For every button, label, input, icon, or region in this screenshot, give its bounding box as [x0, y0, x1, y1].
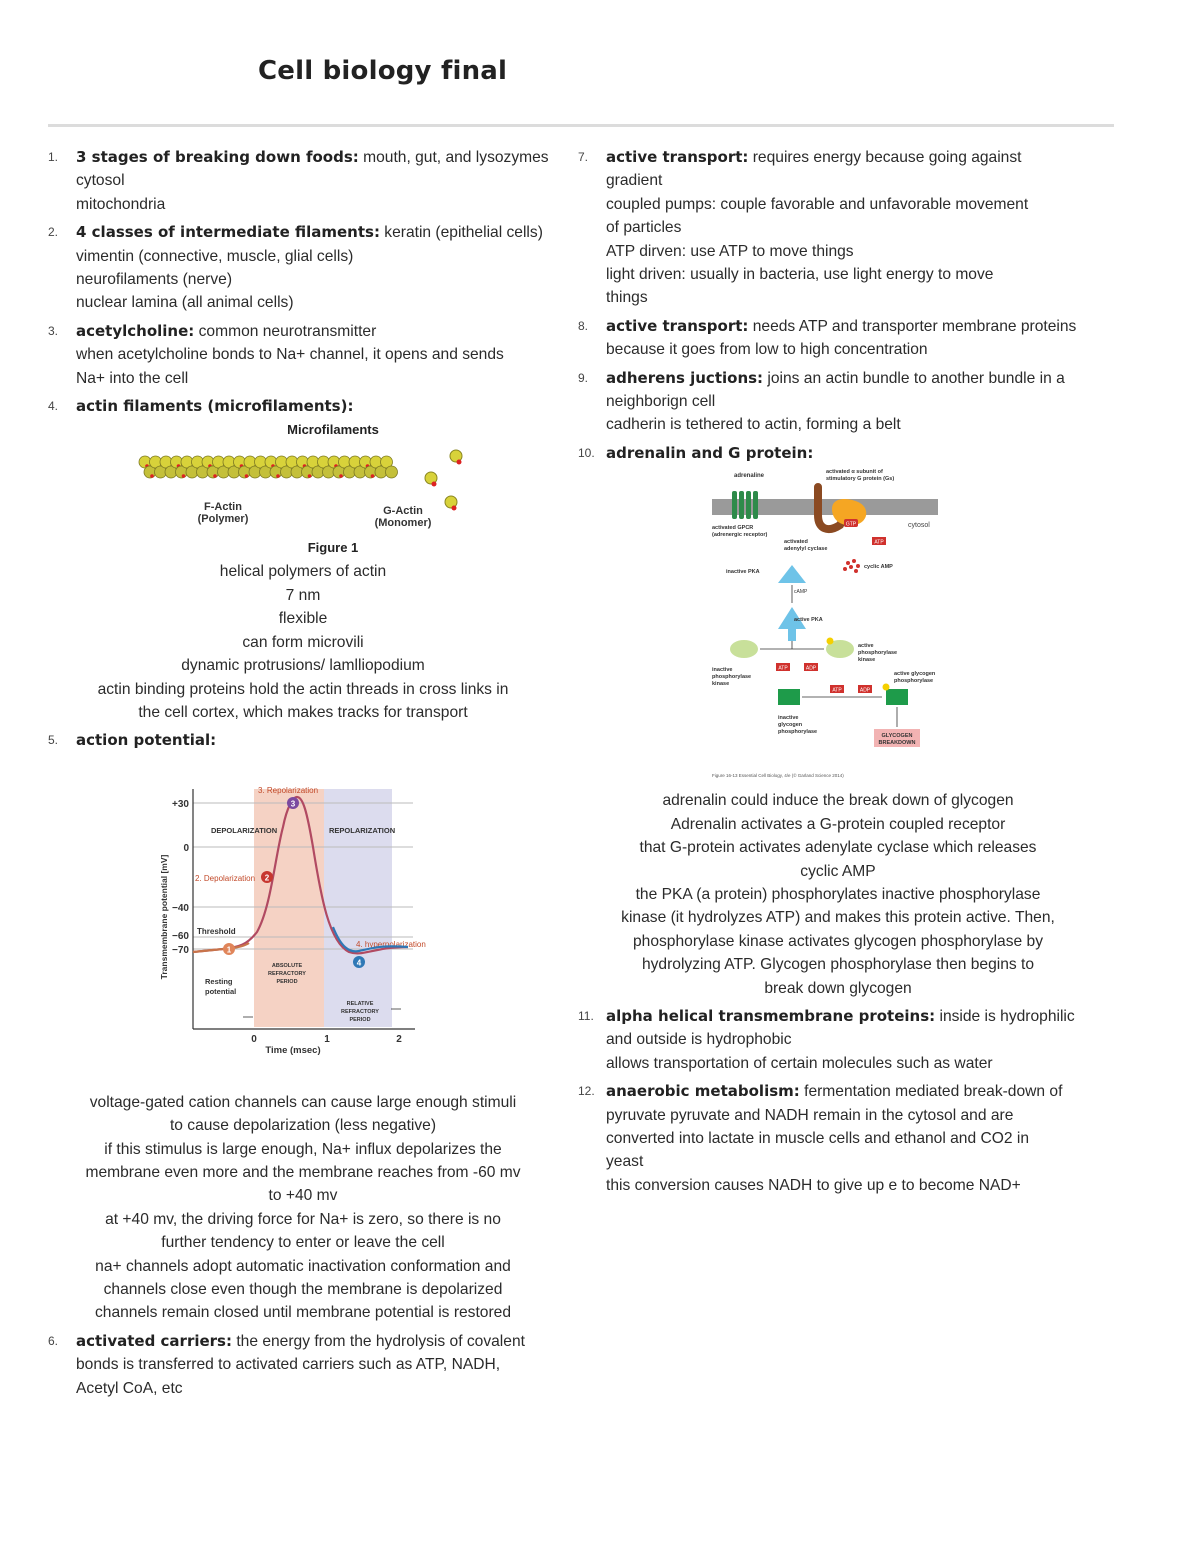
item-line: light driven: usually in bacteria, use light energy to move [606, 266, 994, 284]
note-line: can form microvili [242, 633, 364, 651]
left-column [48, 146, 558, 1400]
depolarization-label: 2. Depolarization [195, 873, 256, 883]
camp-label-2: cAMP [794, 589, 808, 596]
adp-label: ADP [859, 687, 871, 694]
cytosol-label: cytosol [908, 522, 930, 530]
g-protein-signaling-figure [708, 469, 968, 787]
atp-label: ATP [874, 539, 884, 546]
f-actin-sublabel: (Polymer) [197, 513, 249, 526]
note-line: to cause depolarization (less negative) [169, 1117, 437, 1135]
item-line: and outside is hydrophobic [606, 1031, 792, 1049]
note-line: hydrolyzing ATP. Glycogen phosphorylase then begins to [641, 956, 1035, 974]
adp-label: ADP [805, 665, 817, 672]
item-heading: 3 stages of breaking down foods: [76, 148, 359, 166]
item-line: allows transportation of certain molecules such as water [606, 1054, 993, 1072]
gtp-label: GTP [845, 521, 857, 528]
item-line: this conversion causes NADH to give up e to become NAD+ [606, 1176, 1021, 1194]
cyclase-label-2: adenylyl cyclase [784, 546, 828, 553]
marker-4-label: 4 [356, 958, 362, 968]
item-text: keratin (epithelial cells) [379, 224, 543, 242]
nucleotide-dot [371, 475, 375, 479]
item-heading: active transport: [606, 148, 749, 166]
repolarization-region-label: REPOLARIZATION [329, 825, 396, 835]
inactive-phosphorylase-kinase [730, 640, 758, 658]
list-item-4 [48, 395, 558, 418]
item-line: when acetylcholine bonds to Na+ channel, it opens and sends [76, 346, 504, 364]
depolarization-shading [254, 789, 324, 1027]
figure-caption: Figure 1 [307, 540, 359, 556]
item-heading: adherens juctions: [606, 368, 764, 387]
note-line: cyclic AMP [800, 862, 876, 880]
item-line: of particles [606, 219, 682, 237]
note-line: adrenalin could induce the break down of glycogen [662, 792, 1014, 810]
figure-caption: Figure 16-13 Essential Cell Biology, 4/e (© Garland Science 2014) [712, 773, 844, 779]
g-actin-label: G-Actin [383, 505, 423, 518]
item-text: inside is hydrophilic [935, 1007, 1075, 1025]
note-line: dynamic protrusions/ lamlliopodium [181, 657, 425, 675]
hyperpolarization-label: 4. hyperpolarization [356, 939, 426, 949]
f-actin-polymer [139, 456, 398, 478]
inactive-kinase-label-3: kinase [712, 681, 730, 688]
f-actin-label: F-Actin [204, 501, 242, 514]
item-number: 9. [578, 370, 589, 385]
inactive-gp-label-2: glycogen [778, 722, 803, 729]
item-line: coupled pumps: couple favorable and unfavorable movement [606, 195, 1029, 213]
item-line: cadherin is tethered to actin, forming a belt [606, 416, 901, 434]
note-line: na+ channels adopt automatic inactivation conformation and [95, 1257, 511, 1275]
atp-label: ATP [832, 687, 842, 694]
activated-subunit-label-2: stimulatory G protein (Gs) [826, 476, 895, 483]
item-line: pyruvate pyruvate and NADH remain in the cytosol and are [606, 1106, 1014, 1124]
camp-dots [843, 559, 860, 573]
inactive-glycogen-phosphorylase [778, 689, 800, 705]
y-tick: +30 [172, 798, 189, 810]
item-heading: alpha helical transmembrane proteins: [606, 1006, 936, 1025]
item-text: the energy from the hydrolysis of covalent [231, 1332, 525, 1350]
item-number: 4. [48, 399, 59, 414]
x-tick: 0 [251, 1033, 257, 1045]
list-item-1 [48, 146, 558, 216]
inactive-pka-label: inactive PKA [726, 569, 760, 576]
item-heading: 4 classes of intermediate filaments: [76, 223, 380, 242]
adrenalin-notes [578, 789, 1098, 1000]
nucleotide-dot [276, 475, 280, 479]
item-line: because it goes from low to high concentration [606, 341, 928, 359]
item-line: bonds is transferred to activated carriers such as ATP, NADH, [76, 1356, 501, 1374]
repolarization-label: 3. Repolarization [258, 785, 319, 795]
repolarization-shading [324, 789, 392, 1027]
note-line: 7 nm [285, 586, 321, 604]
x-tick: 1 [324, 1033, 330, 1045]
marker-1-label: 1 [226, 945, 232, 955]
membrane [712, 499, 938, 515]
item-text: mouth, gut, and lysozymes [358, 149, 549, 166]
item-line: nuclear lamina (all animal cells) [76, 294, 294, 312]
item-line: vimentin (connective, muscle, glial cells) [76, 247, 354, 265]
glycogen-label: GLYCOGEN [881, 733, 913, 740]
y-tick: −60 [172, 930, 189, 942]
active-glycogen-phosphorylase [886, 689, 908, 705]
item-text: needs ATP and transporter membrane proteins [748, 317, 1077, 335]
title-divider [48, 124, 1114, 127]
actin-notes [48, 560, 558, 724]
note-line: to +40 mv [268, 1187, 338, 1205]
absolute-refractory-label: ABSOLUTE [271, 962, 303, 969]
gpcr-label: activated GPCR [712, 525, 754, 532]
note-line: if this stimulus is large enough, Na+ influx depolarizes the [104, 1140, 502, 1158]
x-axis-label: Time (msec) [265, 1044, 321, 1056]
y-tick: −70 [172, 944, 189, 956]
note-line: at +40 mv, the driving force for Na+ is zero, so there is no [105, 1210, 501, 1228]
item-heading: active transport: [606, 316, 749, 335]
item-heading: adrenalin and G protein: [606, 443, 814, 462]
list-item-10 [578, 442, 1098, 465]
glycogen-label-2: BREAKDOWN [878, 740, 916, 747]
inactive-kinase-label-2: phosphorylase [712, 674, 752, 681]
nucleotide-dot [308, 475, 312, 479]
g-actin-sublabel: (Monomer) [374, 517, 432, 530]
item-text: requires energy because going against [748, 149, 1022, 166]
relative-refractory-label: RELATIVE [346, 1000, 374, 1007]
note-line: voltage-gated cation channels can cause large enough stimuli [89, 1093, 517, 1111]
nucleotide-dot [213, 475, 217, 479]
note-line: actin binding proteins hold the actin threads in cross links in [97, 680, 509, 698]
microfilaments-figure [133, 418, 473, 558]
inactive-kinase-label: inactive [712, 667, 733, 674]
inactive-gp-label-3: phosphorylase [778, 729, 818, 736]
item-number: 8. [578, 318, 589, 333]
atp-label: ATP [778, 665, 788, 672]
item-number: 11. [578, 1008, 594, 1023]
item-heading: actin filaments (microfilaments): [76, 397, 354, 416]
camp-label: cyclic AMP [864, 564, 893, 571]
note-line: channels remain closed until membrane potential is restored [94, 1304, 512, 1322]
note-line: kinase (it hydrolyzes ATP) and makes this protein active. Then, [621, 909, 1055, 927]
item-text: joins an actin bundle to another bundle in a [763, 369, 1065, 387]
absolute-refractory-label-3: PERIOD [276, 978, 298, 985]
page-title: Cell biology final [258, 56, 508, 86]
marker-3-label: 3 [290, 799, 296, 809]
y-tick: 0 [183, 842, 189, 854]
item-line: gradient [606, 172, 663, 190]
active-kinase-label: active [858, 643, 874, 650]
item-text: fermentation mediated break-down of [799, 1083, 1063, 1101]
inactive-pka [778, 565, 806, 583]
list-item-6 [48, 1330, 558, 1400]
item-number: 6. [48, 1333, 59, 1348]
item-line: converted into lactate in muscle cells and ethanol and CO2 in [606, 1129, 1030, 1147]
list-item-8 [578, 315, 1098, 362]
cyclase-label: activated [784, 539, 808, 546]
item-text: common neurotransmitter [194, 322, 377, 340]
item-number: 1. [48, 150, 59, 164]
y-axis-label: Transmembrane potential [mV] [159, 854, 169, 980]
list-item-2 [48, 221, 558, 315]
activated-subunit-label: activated α subunit of [826, 469, 883, 476]
note-line: that G-protein activates adenylate cyclase which releases [639, 839, 1037, 857]
item-line: yeast [606, 1153, 644, 1171]
threshold-label: Threshold [197, 926, 236, 936]
list-item-12 [578, 1080, 1098, 1197]
figure-title: Microfilaments [287, 422, 379, 438]
item-heading: activated carriers: [76, 1331, 232, 1350]
adrenaline-label: adrenaline [734, 473, 765, 480]
marker-2-label: 2 [264, 873, 270, 883]
item-heading: action potential: [76, 731, 217, 750]
item-line: things [606, 289, 648, 307]
x-tick: 2 [396, 1033, 402, 1045]
item-line: neighborign cell [606, 393, 716, 411]
note-line: flexible [278, 610, 328, 628]
nucleotide-dot [182, 475, 186, 479]
item-number: 5. [48, 733, 59, 748]
note-line: membrane even more and the membrane reaches from -60 mv [85, 1163, 521, 1181]
absolute-refractory-label-2: REFRACTORY [268, 970, 306, 977]
action-potential-notes [48, 1091, 558, 1325]
y-tick: −40 [172, 902, 189, 914]
depolarization-region-label: DEPOLARIZATION [211, 825, 278, 835]
relative-refractory-label-2: REFRACTORY [341, 1008, 379, 1015]
item-line: mitochondria [76, 195, 166, 213]
item-number: 2. [48, 225, 59, 240]
inactive-gp-label: inactive [778, 715, 799, 722]
relative-refractory-label-3: PERIOD [349, 1016, 371, 1023]
item-heading: acetylcholine: [76, 321, 195, 340]
item-line: Na+ into the cell [76, 369, 189, 387]
nucleotide-dot [245, 475, 249, 479]
list-item-7 [578, 146, 1098, 310]
note-line: helical polymers of actin [219, 563, 387, 581]
note-line: the cell cortex, which makes tracks for transport [138, 703, 468, 721]
active-kinase-label-2: phosphorylase [858, 650, 898, 657]
list-item-3 [48, 320, 558, 390]
gpcr-label-2: (adrenergic receptor) [712, 532, 768, 539]
action-potential-figure [153, 777, 453, 1077]
active-kinase-label-3: kinase [858, 657, 876, 664]
resting-label-2: potential [205, 986, 237, 996]
item-number: 3. [48, 323, 59, 338]
list-item-11 [578, 1005, 1098, 1075]
item-number: 7. [578, 150, 589, 164]
right-column [578, 146, 1098, 1197]
actin-bead [386, 466, 398, 478]
item-heading: anaerobic metabolism: [606, 1082, 800, 1101]
resting-label: Resting [205, 976, 233, 986]
nucleotide-dot [339, 475, 343, 479]
list-item-5 [48, 729, 558, 752]
item-line: Acetyl CoA, etc [76, 1379, 183, 1397]
note-line: further tendency to enter or leave the cell [161, 1234, 445, 1252]
nucleotide-dot [150, 475, 154, 479]
note-line: phosphorylase kinase activates glycogen phosphorylase by [632, 932, 1044, 950]
item-line: ATP dirven: use ATP to move things [606, 242, 854, 260]
list-item-9 [578, 367, 1098, 437]
item-line: neurofilaments (nerve) [76, 271, 233, 289]
note-line: channels close even though the membrane is depolarized [103, 1280, 503, 1298]
item-line: cytosol [76, 172, 125, 190]
note-line: break down glycogen [764, 979, 912, 997]
note-line: the PKA (a protein) phosphorylates inactive phosphorylase [635, 885, 1041, 903]
active-gp-label-2: phosphorylase [894, 678, 934, 685]
item-number: 10. [578, 445, 595, 460]
item-number: 12. [578, 1084, 595, 1099]
active-gp-label: active glycogen [894, 671, 936, 678]
active-pka-label: active PKA [794, 617, 823, 624]
g-actin-monomers [425, 450, 462, 511]
note-line: Adrenalin activates a G-protein coupled receptor [670, 815, 1006, 833]
